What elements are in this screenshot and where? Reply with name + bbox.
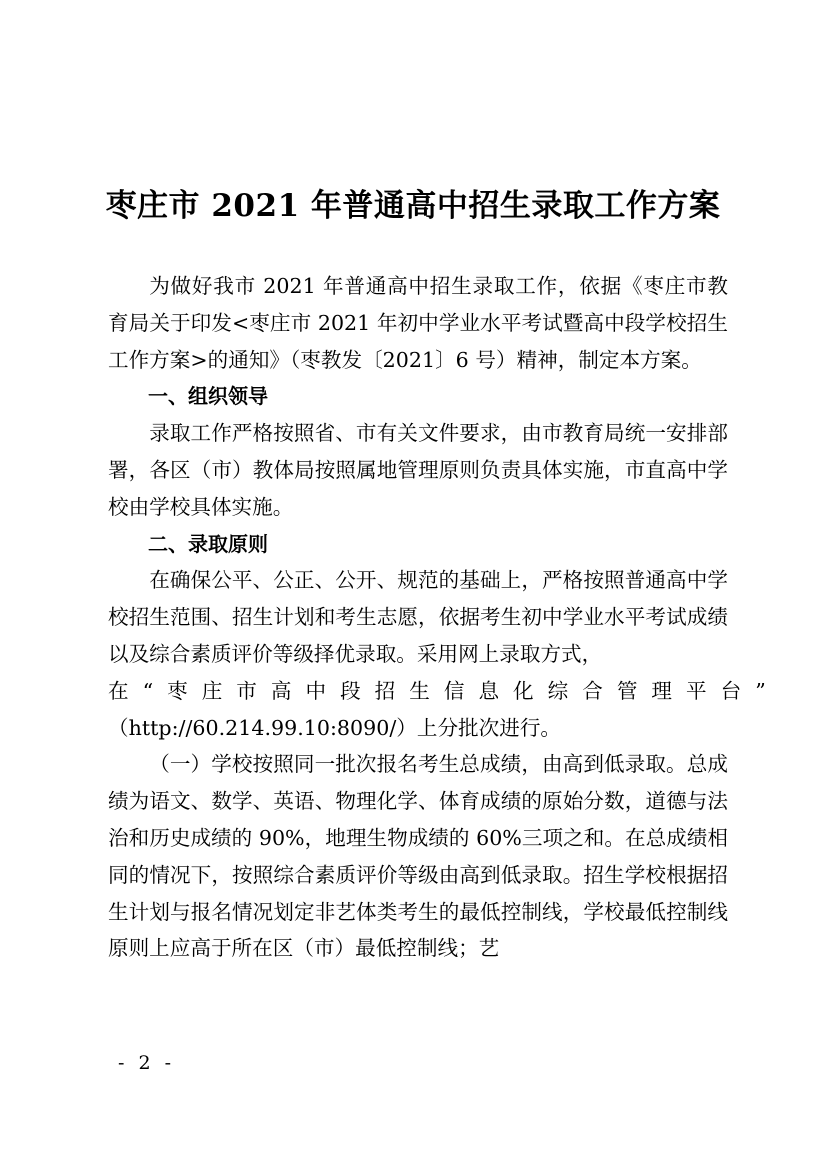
- section-heading-organization: 一、组织领导: [148, 384, 268, 409]
- section-heading-principles: 二、录取原则: [148, 531, 268, 556]
- rule-one-paragraph: （一）学校按照同一批次报名考生总成绩，由高到低录取。总成绩为语文、数学、英语、物理化学、体育成绩的原始分数，道德与法治和历史成绩的 90%，地理生物成绩的 60%三项之和。在总成绩相同的情况下，按照综合素质评价等级由高到低录取。招生学校根据招生计划与报名情况划定非艺体类考生的最低控制线，学校最低控制线原则上应高于所在区（市）最低控制线；艺: [108, 752, 728, 961]
- organization-paragraph: 录取工作严格按照省、市有关文件要求，由市教育局统一安排部署，各区（市）教体局按照属地管理原则负责具体实施，市直高中学校由学校具体实施。: [108, 421, 728, 519]
- principles-paragraph: 在确保公平、公正、公开、规范的基础上，严格按照普通高中学校招生范围、招生计划和考生志愿，依据考生初中学业水平考试成绩以及综合素质评价等级择优录取。采用网上录取方式，: [108, 568, 728, 666]
- page-number: - 2 -: [118, 1052, 176, 1074]
- platform-url-line: （http://60.214.99.10:8090/）上分批次进行。: [108, 715, 562, 740]
- document-title: 枣庄市 2021 年普通高中招生录取工作方案: [105, 188, 721, 224]
- intro-paragraph: 为做好我市 2021 年普通高中招生录取工作，依据《枣庄市教育局关于印发<枣庄市 2021 年初中学业水平考试暨高中段学校招生工作方案>的通知》（枣教发〔2021〕6 号）精神，制定本方案。: [108, 274, 728, 372]
- document-body: [108, 268, 780, 967]
- platform-name-line: 在“枣庄市高中段招生信息化综合管理平台”: [108, 678, 780, 703]
